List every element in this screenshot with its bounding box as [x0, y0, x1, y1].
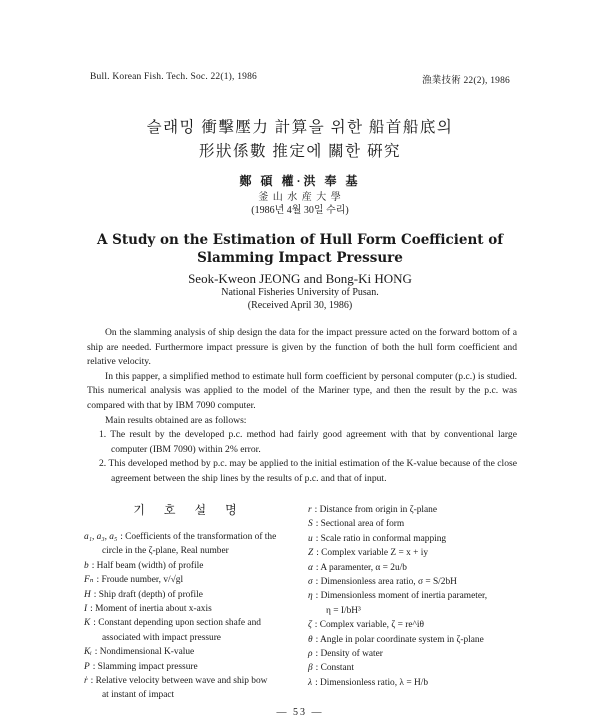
nomenclature-description: : Dimensionless ratio, λ = H/b	[315, 677, 429, 688]
nomenclature-description: : Relative velocity between wave and ship bow	[90, 676, 268, 687]
nomenclature-description: : Complex variable, ζ = re^iθ	[314, 620, 424, 631]
nomenclature-symbol: u	[308, 533, 313, 544]
nomenclature-symbol: α	[308, 562, 313, 573]
nomenclature-description: : Half beam (width) of profile	[91, 560, 204, 571]
nomenclature-symbol: S	[308, 519, 313, 530]
korean-institution: 釜 山 水 産 大 學	[258, 192, 342, 203]
nomenclature-description: : Slamming impact pressure	[92, 661, 198, 672]
nomenclature-symbol: r	[308, 505, 312, 515]
nomenclature-description: : Froude number, v/√gl	[96, 575, 184, 586]
nomenclature-symbol: ρ	[308, 649, 313, 660]
nomenclature-description: : Nondimensional K-value	[94, 647, 195, 658]
nomenclature-symbol: b	[84, 560, 89, 571]
nomenclature-symbol: ζ	[308, 620, 312, 631]
nomenclature-entry	[308, 676, 528, 690]
nomenclature-right-column	[308, 503, 528, 690]
nomenclature-description: : Distance from origin in ζ-plane	[314, 505, 437, 515]
nomenclature-symbol: η	[308, 591, 313, 602]
nomenclature-entry	[84, 588, 294, 602]
nomenclature-entry	[308, 561, 528, 575]
nomenclature-symbol: a₁, a₃, a₅	[84, 532, 118, 542]
nomenclature-description: : Complex variable Z = x + iy	[316, 548, 429, 559]
nomenclature-symbol: σ	[308, 577, 313, 588]
english-title	[0, 231, 600, 267]
nomenclature-entry	[84, 573, 294, 587]
english-title-line2: Slamming Impact Pressure	[197, 250, 403, 266]
nomenclature-description: : Scale ratio in conformal mapping	[315, 533, 447, 544]
korean-title-line1: 슬래밍 衝擊壓力 計算을 위한 船首船底의	[146, 119, 454, 136]
nomenclature-symbol: θ	[308, 634, 313, 645]
korean-title	[0, 116, 600, 164]
nomenclature-description: : Ship draft (depth) of profile	[93, 589, 203, 600]
nomenclature-entry	[84, 645, 294, 659]
nomenclature-description: : Density of water	[315, 649, 383, 660]
nomenclature-entry	[308, 647, 528, 661]
english-title-line1: A Study on the Estimation of Hull Form Coefficient of	[96, 232, 504, 248]
nomenclature-description: : A paramenter, α = 2u/b	[315, 562, 407, 573]
nomenclature-description: : Dimensionless area ratio, σ = S/2bH	[315, 577, 457, 588]
abstract-paragraph-3: Main results obtained are as follows:	[105, 414, 247, 426]
nomenclature-symbol: Z	[308, 548, 314, 559]
nomenclature-description: : Constant	[315, 663, 354, 674]
nomenclature-entry	[308, 517, 528, 531]
nomenclature-symbol: H	[84, 589, 91, 600]
nomenclature-description: : Constant depending upon section shafe and	[93, 618, 261, 629]
abstract-paragraph-1: On the slamming analysis of ship design the data for the impact pressure acted on the forward bottom of a ship are needed. Furthermore impact pressure is given by the function of both the hull form coefficient and relative velocity.	[87, 327, 517, 368]
nomenclature-entry	[308, 661, 528, 675]
journal-header-left: Bull. Korean Fish. Tech. Soc. 22(1), 1986	[90, 72, 257, 82]
nomenclature-description: : Coefficients of the transformation of the	[120, 532, 277, 542]
nomenclature-symbol: ṙ	[84, 676, 88, 687]
journal-header-right: 漁業技術 22(2), 1986	[422, 76, 510, 86]
nomenclature-left-column	[84, 530, 294, 703]
korean-title-line2: 形狀係數 推定에 關한 硏究	[198, 143, 402, 160]
english-received-date: (Received April 30, 1986)	[247, 300, 353, 311]
result-item-2: 2. This developed method by p.c. may be applied to the initial estimation of the K-value because of the close agreement between the ship lines by the results of p.c. and that of input.	[99, 458, 517, 484]
nomenclature-description: : Moment of inertia about x-axis	[90, 604, 212, 615]
nomenclature-symbol: I	[84, 604, 88, 615]
page-number: — 53 —	[276, 707, 324, 718]
nomenclature-symbol: β	[308, 663, 313, 674]
nomenclature-symbol: P	[84, 661, 90, 672]
nomenclature-symbol: K	[84, 618, 91, 629]
nomenclature-entry	[84, 530, 294, 559]
nomenclature-entry	[308, 575, 528, 589]
nomenclature-description-continued: associated with impact pressure	[102, 632, 221, 643]
korean-received-date: (1986년 4월 30일 수리)	[251, 205, 349, 216]
nomenclature-entry	[84, 660, 294, 674]
nomenclature-entry	[84, 602, 294, 616]
nomenclature-symbol: λ	[308, 677, 313, 688]
nomenclature-entry	[84, 616, 294, 645]
nomenclature-description: : Angle in polar coordinate system in ζ-plane	[315, 634, 484, 645]
nomenclature-entry	[308, 633, 528, 647]
korean-authors: 鄭 碩 權·洪 奉 基	[239, 174, 361, 188]
nomenclature-entry	[308, 503, 528, 517]
nomenclature-entry	[308, 618, 528, 632]
nomenclature-description-continued: circle in the ζ-plane, Real number	[102, 546, 229, 557]
english-institution: National Fisheries University of Pusan.	[221, 287, 379, 298]
nomenclature-description-continued: at instant of impact	[102, 690, 175, 701]
english-authors: Seok-Kweon JEONG and Bong-Ki HONG	[188, 271, 412, 286]
nomenclature-entry	[84, 674, 294, 703]
nomenclature-description-continued: η = I/bH³	[326, 605, 361, 616]
nomenclature-entry	[308, 589, 528, 618]
nomenclature-symbol: Fₙ	[84, 575, 94, 586]
nomenclature-entry	[308, 532, 528, 546]
nomenclature-heading: 기 호 설 명	[133, 503, 245, 517]
nomenclature-entry	[84, 559, 294, 573]
abstract	[87, 326, 517, 487]
nomenclature-entry	[308, 546, 528, 560]
nomenclature-symbol: Kᵢ	[84, 647, 92, 658]
result-item-1: 1. The result by the developed p.c. method had fairly good agreement with that by conventional large computer (IBM 7090) within 2% error.	[99, 429, 517, 455]
abstract-paragraph-2: In this papper, a simplified method to estimate hull form coefficient by personal computer (p.c.) is studied. This numerical analysis was applied to the model of the Mariner type, and then the result by the p.c. was compared with that by IBM 7090 computer.	[87, 370, 517, 411]
nomenclature-description: : Sectional area of form	[315, 519, 405, 530]
nomenclature-description: : Dimensionless moment of inertia parameter,	[315, 591, 488, 602]
